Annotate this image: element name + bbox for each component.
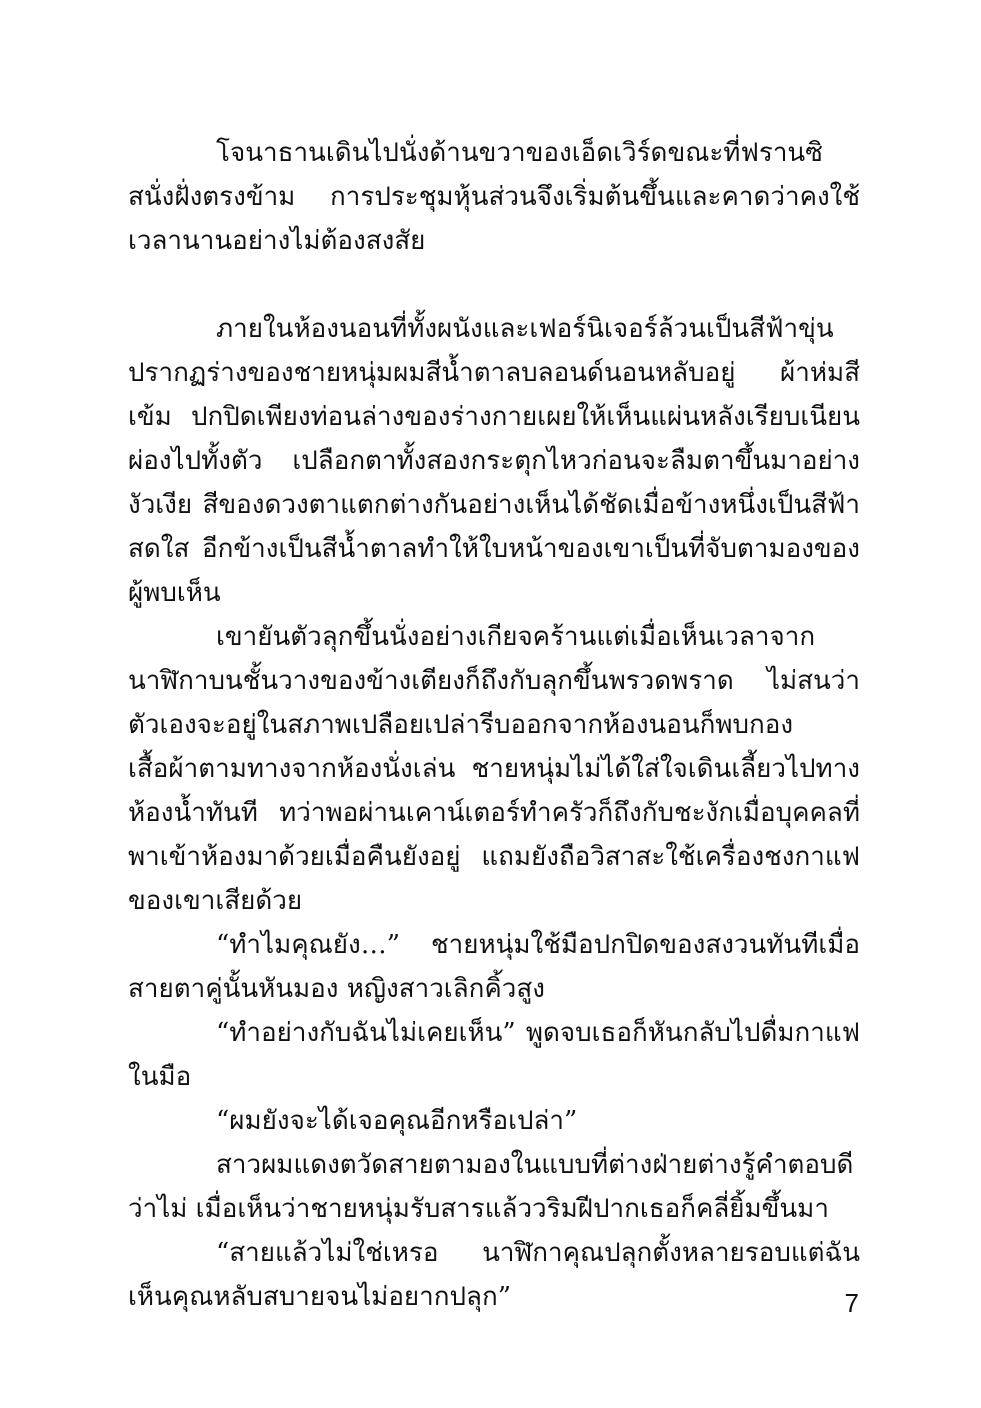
section-break (128, 263, 860, 307)
paragraph-5: “ทำอย่างกับฉันไม่เคยเห็น” พูดจบเธอก็หันกลับไปดื่มกาแฟในมือ (128, 1018, 860, 1092)
paragraph-6: “ผมยังจะได้เจอคุณอีกหรือเปล่า” (216, 1106, 578, 1136)
page-number: 7 (844, 1288, 859, 1318)
paragraph-3: เขายันตัวลุกขึ้นนั่งอย่างเกียจคร้านแต่เมื่อเห็นเวลาจากนาฬิกาบนชั้นวางของข้างเตียงก็ถึงกับลุกขึ้นพรวดพราด ไม่สนว่าตัวเองจะอยู่ในสภาพเปลือยเปล่ารีบออกจากห้องนอนก็พบกองเสื้อผ้าตามทางจากห้องนั่งเล่น ชายหนุ่มไม่ได้ใส่ใจเดินเลี้ยวไปทางห้องน้ำทันที ทว่าพอผ่านเคาน์เตอร์ทำครัวก็ถึงกับชะงักเมื่อบุคคลที่พาเข้าห้องมาด้วยเมื่อคืนยังอยู่ แถมยังถือวิสาสะใช้เครื่องชงกาแฟของเขาเสียด้วย (128, 622, 860, 916)
paragraph-1: โจนาธานเดินไปนั่งด้านขวาของเอ็ดเวิร์ดขณะที่ฟรานซิสนั่งฝั่งตรงข้าม การประชุมหุ้นส่วนจึงเริ่มต้นขึ้นและคาดว่าคงใช้เวลานานอย่างไม่ต้องสงสัย (128, 138, 860, 256)
paragraph-4: “ทำไมคุณยัง…” ชายหนุ่มใช้มือปกปิดของสงวนทันทีเมื่อสายตาคู่นั้นหันมอง หญิงสาวเลิกคิ้วสูง (128, 930, 860, 1004)
body-text (128, 131, 860, 1319)
paragraph-2: ภายในห้องนอนที่ทั้งผนังและเฟอร์นิเจอร์ล้วนเป็นสีฟ้าขุ่น ปรากฏร่างของชายหนุ่มผมสีน้ำตาลบลอนด์นอนหลับอยู่ ผ้าห่มสีเข้ม ปกปิดเพียงท่อนล่างของร่างกายเผยให้เห็นแผ่นหลังเรียบเนียนผ่องไปทั้งตัว เปลือกตาทั้งสองกระตุกไหวก่อนจะลืมตาขึ้นมาอย่างงัวเงีย สีของดวงตาแตกต่างกันอย่างเห็นได้ชัดเมื่อข้างหนึ่งเป็นสีฟ้าสดใส อีกข้างเป็นสีน้ำตาลทำให้ใบหน้าของเขาเป็นที่จับตามองของผู้พบเห็น (128, 314, 860, 608)
paragraph-8: “สายแล้วไม่ใช่เหรอ นาฬิกาคุณปลุกตั้งหลายรอบแต่ฉันเห็นคุณหลับสบายจนไม่อยากปลุก” (128, 1238, 860, 1312)
paragraph-7: สาวผมแดงตวัดสายตามองในแบบที่ต่างฝ่ายต่างรู้คำตอบดีว่าไม่ เมื่อเห็นว่าชายหนุ่มรับสารแล้ววริมฝีปากเธอก็คลี่ยิ้มขึ้นมา (128, 1150, 854, 1224)
